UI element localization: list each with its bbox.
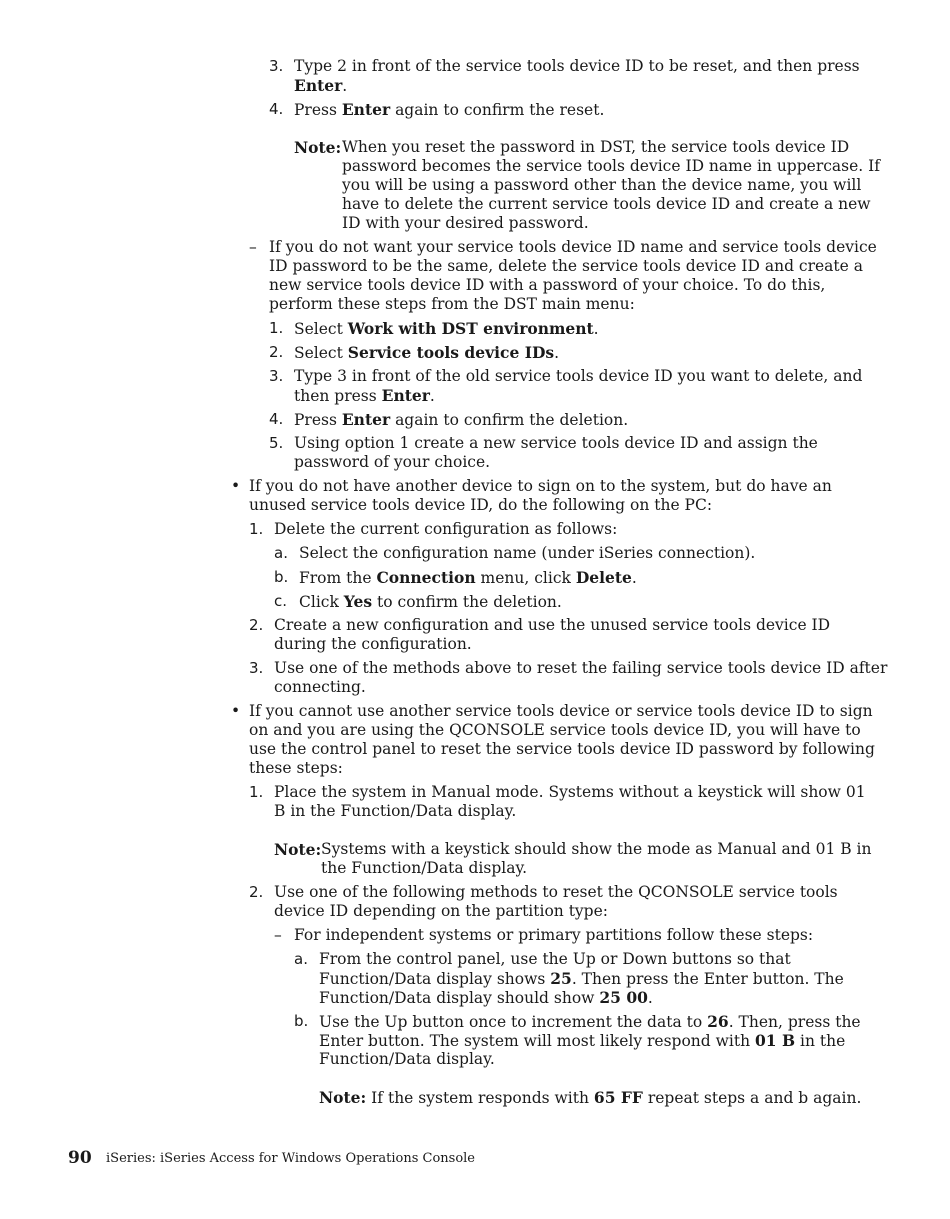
step-number: 2. [249,616,264,634]
step-text: Place the system in Manual mode. Systems without a keystick will show 01 [274,783,866,801]
paragraph-text: ID password to be the same, delete the service tools device ID and create a [269,257,863,275]
paragraph-text: these steps: [249,759,343,777]
substep-text: Select the configuration name (under iSeries connection). [299,544,756,562]
dash-marker: – [249,238,257,256]
step-text: device ID depending on the partition type: [274,902,608,920]
note-text: Systems with a keystick should show the mode as Manual and 01 B in [321,840,872,858]
substep-text: Function/Data display shows 25. Then press the Enter button. The [319,969,844,988]
step-text: Create a new configuration and use the unused service tools device ID [274,616,831,634]
paragraph-text: on and you are using the QCONSOLE service tools device ID, you will have to [249,721,861,739]
note-text: have to delete the current service tools device ID and create a new [342,195,871,213]
step-text: Press Enter again to confirm the reset. [294,100,605,119]
step-text: during the configuration. [274,635,472,653]
substep-text: Use the Up button once to increment the data to 26. Then, press the [319,1012,861,1031]
note-label: Note: [294,138,342,157]
page-number: 90 [68,1148,92,1168]
substep-text: Click Yes to confirm the deletion. [299,592,562,611]
substep-letter: c. [274,592,288,610]
paragraph-text: If you do not want your service tools device ID name and service tools device [269,238,877,256]
step-number: 4. [269,100,284,118]
note-text: the Function/Data display. [321,859,528,877]
step-text: Press Enter again to confirm the deletion. [294,410,629,429]
step-number: 3. [269,57,284,75]
step-text: Delete the current configuration as follows: [274,520,618,538]
step-number: 3. [249,659,264,677]
step-text: B in the Function/Data display. [274,802,517,820]
substep-letter: a. [294,950,308,968]
bullet-marker: • [231,477,241,495]
paragraph-text: use the control panel to reset the service tools device ID password by following [249,740,875,758]
paragraph-text: If you cannot use another service tools device or service tools device ID to sign [249,702,873,720]
step-number: 3. [269,367,284,385]
substep-text: Enter button. The system will most likely respond with 01 B in the [319,1031,846,1050]
substep-text: Function/Data display should show 25 00. [319,988,653,1007]
paragraph-text: For independent systems or primary partitions follow these steps: [294,926,814,944]
paragraph-text: perform these steps from the DST main menu: [269,295,635,313]
step-number: 2. [249,883,264,901]
paragraph-text: If you do not have another device to sign on to the system, but do have an [249,477,832,495]
note-text: Note: If the system responds with 65 FF repeat steps a and b again. [319,1088,862,1107]
step-text: Enter. [294,76,348,95]
step-text: Type 2 in front of the service tools device ID to be reset, and then press [294,57,860,75]
paragraph-text: new service tools device ID with a password of your choice. To do this, [269,276,826,294]
paragraph-text: unused service tools device ID, do the following on the PC: [249,496,713,514]
step-number: 1. [249,520,264,538]
step-text: Select Work with DST environment. [294,319,599,338]
substep-letter: a. [274,544,288,562]
step-text: connecting. [274,678,366,696]
running-footer-title: iSeries: iSeries Access for Windows Operations Console [106,1151,475,1166]
step-text: Select Service tools device IDs. [294,343,560,362]
note-text: password becomes the service tools device ID name in uppercase. If [342,157,880,175]
note-text: When you reset the password in DST, the service tools device ID [342,138,850,156]
step-text: Using option 1 create a new service tools device ID and assign the [294,434,818,452]
substep-text: From the Connection menu, click Delete. [299,568,637,587]
note-text: ID with your desired password. [342,214,589,232]
step-number: 1. [249,783,264,801]
step-text: then press Enter. [294,386,435,405]
substep-letter: b. [294,1012,309,1030]
substep-text: Function/Data display. [319,1050,495,1068]
bullet-marker: • [231,702,241,720]
step-text: password of your choice. [294,453,491,471]
step-number: 4. [269,410,284,428]
note-label: Note: [274,840,322,859]
step-number: 1. [269,319,284,337]
step-text: Use one of the following methods to reset the QCONSOLE service tools [274,883,838,901]
note-text: you will be using a password other than the device name, you will [342,176,862,194]
substep-letter: b. [274,568,289,586]
step-number: 5. [269,434,284,452]
step-number: 2. [269,343,284,361]
dash-marker: – [274,926,282,944]
step-text: Type 3 in front of the old service tools device ID you want to delete, and [294,367,863,385]
step-text: Use one of the methods above to reset the failing service tools device ID after [274,659,888,677]
substep-text: From the control panel, use the Up or Down buttons so that [319,950,791,968]
